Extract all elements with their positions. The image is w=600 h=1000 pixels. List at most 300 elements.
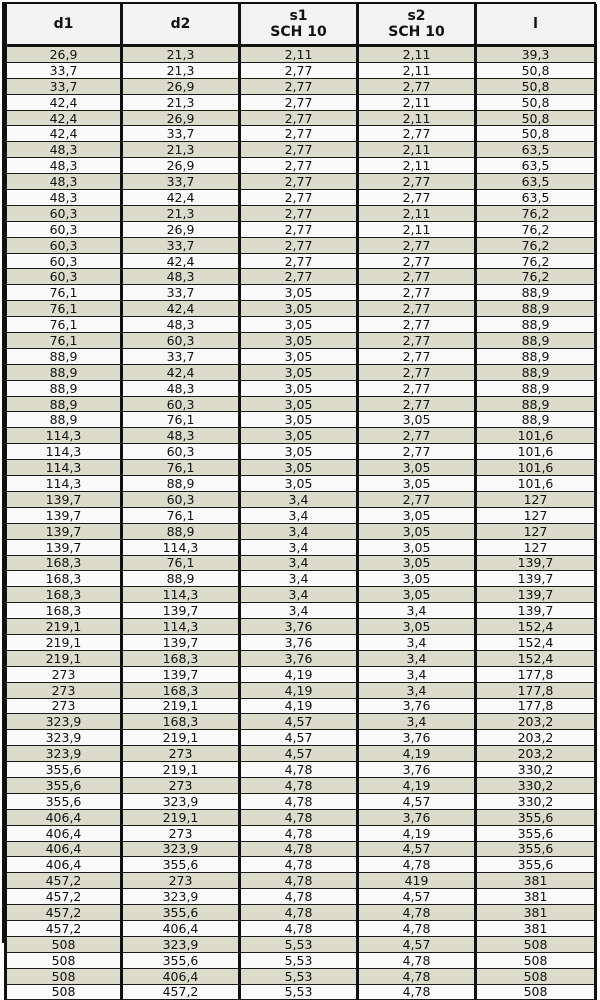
cell-s2: 2,77 [358,253,476,269]
cell-s2: 2,77 [358,333,476,349]
cell-l: 330,2 [476,762,596,778]
cell-l: 177,8 [476,682,596,698]
cell-s1: 2,11 [240,46,358,63]
cell-d2: 273 [122,825,240,841]
cell-d1: 219,1 [6,619,122,635]
cell-d2: 42,4 [122,190,240,206]
cell-s2: 2,11 [358,158,476,174]
cell-d2: 219,1 [122,809,240,825]
cell-d2: 76,1 [122,555,240,571]
table-row [6,682,596,698]
cell-d1: 48,3 [6,190,122,206]
cell-s2: 2,77 [358,380,476,396]
cell-d2: 21,3 [122,205,240,221]
table-row [6,190,596,206]
cell-l: 50,8 [476,78,596,94]
cell-l: 63,5 [476,142,596,158]
column-header-s2-schedule: SCH 10 [388,24,445,40]
cell-l: 203,2 [476,730,596,746]
cell-d1: 219,1 [6,634,122,650]
cell-d2: 21,3 [122,62,240,78]
cell-d2: 60,3 [122,444,240,460]
cell-s2: 3,05 [358,460,476,476]
table-row [6,237,596,253]
cell-d2: 48,3 [122,428,240,444]
cell-s2: 2,77 [358,174,476,190]
cell-s2: 2,11 [358,94,476,110]
cell-d1: 76,1 [6,333,122,349]
cell-s2: 4,78 [358,984,476,1000]
cell-d2: 323,9 [122,841,240,857]
cell-d2: 48,3 [122,380,240,396]
cell-s1: 3,05 [240,396,358,412]
table-row [6,412,596,428]
column-header-s1 [240,4,358,46]
table-body [6,46,596,1000]
cell-d1: 323,9 [6,730,122,746]
cell-d2: 88,9 [122,476,240,492]
cell-d2: 33,7 [122,285,240,301]
cell-d1: 33,7 [6,62,122,78]
cell-l: 330,2 [476,793,596,809]
cell-s2: 4,57 [358,936,476,952]
cell-l: 330,2 [476,777,596,793]
table-row [6,666,596,682]
cell-l: 50,8 [476,62,596,78]
cell-l: 50,8 [476,94,596,110]
cell-l: 63,5 [476,174,596,190]
cell-d1: 88,9 [6,396,122,412]
cell-s1: 3,4 [240,555,358,571]
cell-s2: 2,77 [358,364,476,380]
cell-s2: 2,77 [358,78,476,94]
cell-d2: 355,6 [122,952,240,968]
cell-s2: 4,57 [358,841,476,857]
cell-l: 508 [476,952,596,968]
cell-l: 88,9 [476,285,596,301]
cell-s2: 2,77 [358,190,476,206]
cell-s2: 2,77 [358,396,476,412]
cell-s2: 2,11 [358,205,476,221]
table-row [6,809,596,825]
cell-d1: 60,3 [6,221,122,237]
cell-d1: 323,9 [6,746,122,762]
cell-d2: 33,7 [122,237,240,253]
table-row [6,253,596,269]
cell-l: 177,8 [476,666,596,682]
cell-d1: 114,3 [6,476,122,492]
cell-d1: 168,3 [6,555,122,571]
table-row [6,857,596,873]
cell-d2: 139,7 [122,634,240,650]
cell-d1: 457,2 [6,920,122,936]
cell-s2: 3,05 [358,571,476,587]
table-row [6,110,596,126]
cell-s2: 2,77 [358,126,476,142]
cell-d1: 42,4 [6,110,122,126]
cell-d2: 168,3 [122,714,240,730]
cell-d1: 273 [6,682,122,698]
table-row [6,952,596,968]
cell-d1: 168,3 [6,603,122,619]
cell-s1: 2,77 [240,174,358,190]
cell-s2: 4,78 [358,968,476,984]
cell-l: 508 [476,984,596,1000]
cell-l: 101,6 [476,476,596,492]
table-row [6,491,596,507]
cell-s1: 3,05 [240,348,358,364]
table-row [6,269,596,285]
column-header-s2-label: s2 [407,8,426,24]
cell-d1: 42,4 [6,94,122,110]
cell-l: 355,6 [476,841,596,857]
cell-d1: 219,1 [6,650,122,666]
cell-s2: 4,19 [358,777,476,793]
cell-s2: 3,05 [358,507,476,523]
cell-s2: 3,76 [358,809,476,825]
cell-s1: 3,4 [240,571,358,587]
table-row [6,428,596,444]
table-row [6,539,596,555]
cell-d1: 355,6 [6,777,122,793]
cell-s1: 2,77 [240,190,358,206]
cell-l: 88,9 [476,380,596,396]
table-row [6,873,596,889]
cell-l: 152,4 [476,619,596,635]
cell-d1: 76,1 [6,285,122,301]
cell-s1: 3,05 [240,428,358,444]
cell-d2: 219,1 [122,698,240,714]
cell-d2: 457,2 [122,984,240,1000]
cell-d2: 219,1 [122,730,240,746]
cell-s1: 4,19 [240,698,358,714]
cell-d2: 42,4 [122,364,240,380]
cell-s2: 4,57 [358,889,476,905]
cell-s2: 2,11 [358,221,476,237]
table-row [6,968,596,984]
cell-s2: 3,4 [358,603,476,619]
cell-d2: 323,9 [122,889,240,905]
cell-d2: 114,3 [122,539,240,555]
column-header-d2 [122,4,240,46]
cell-d2: 60,3 [122,491,240,507]
cell-s2: 2,77 [358,237,476,253]
cell-s1: 4,78 [240,857,358,873]
cell-l: 355,6 [476,857,596,873]
cell-s1: 2,77 [240,158,358,174]
cell-l: 152,4 [476,634,596,650]
cell-d2: 21,3 [122,142,240,158]
cell-s2: 3,76 [358,762,476,778]
cell-d1: 88,9 [6,380,122,396]
cell-d1: 48,3 [6,174,122,190]
table-row [6,571,596,587]
cell-s2: 4,19 [358,825,476,841]
cell-s1: 4,78 [240,889,358,905]
table-row [6,333,596,349]
table-row [6,555,596,571]
cell-l: 88,9 [476,348,596,364]
cell-s2: 3,05 [358,619,476,635]
cell-s1: 4,78 [240,777,358,793]
cell-d1: 114,3 [6,428,122,444]
table-row [6,94,596,110]
cell-d2: 48,3 [122,269,240,285]
cell-s2: 3,05 [358,476,476,492]
table-row [6,78,596,94]
cell-d1: 406,4 [6,841,122,857]
cell-d1: 114,3 [6,460,122,476]
cell-d2: 273 [122,873,240,889]
table-header [6,4,596,46]
cell-s1: 3,4 [240,523,358,539]
table-row [6,905,596,921]
cell-d2: 88,9 [122,571,240,587]
table-row [6,476,596,492]
cell-s1: 2,77 [240,205,358,221]
cell-d2: 273 [122,746,240,762]
cell-l: 63,5 [476,158,596,174]
cell-d1: 273 [6,698,122,714]
cell-s1: 3,76 [240,634,358,650]
cell-l: 127 [476,491,596,507]
table-row [6,507,596,523]
cell-d1: 323,9 [6,714,122,730]
cell-s1: 3,05 [240,317,358,333]
cell-s1: 4,78 [240,825,358,841]
cell-d2: 273 [122,777,240,793]
table-row [6,221,596,237]
cell-l: 139,7 [476,571,596,587]
cell-d1: 88,9 [6,364,122,380]
cell-d1: 508 [6,936,122,952]
cell-d2: 76,1 [122,412,240,428]
table-row [6,825,596,841]
cell-l: 88,9 [476,364,596,380]
cell-d1: 88,9 [6,348,122,364]
cell-s2: 3,76 [358,698,476,714]
cell-d2: 26,9 [122,158,240,174]
cell-l: 63,5 [476,190,596,206]
cell-s1: 3,4 [240,603,358,619]
cell-s2: 2,11 [358,62,476,78]
column-header-d1 [6,4,122,46]
cell-d1: 406,4 [6,809,122,825]
cell-d2: 42,4 [122,253,240,269]
cell-s1: 3,4 [240,507,358,523]
cell-d1: 406,4 [6,825,122,841]
cell-d2: 355,6 [122,857,240,873]
cell-d1: 114,3 [6,444,122,460]
cell-s2: 3,76 [358,730,476,746]
cell-s1: 4,57 [240,714,358,730]
cell-l: 101,6 [476,460,596,476]
cell-d1: 60,3 [6,237,122,253]
table-row [6,793,596,809]
cell-d2: 26,9 [122,78,240,94]
table-row [6,460,596,476]
table-row [6,619,596,635]
cell-s2: 3,4 [358,682,476,698]
cell-d2: 76,1 [122,460,240,476]
cell-s1: 3,05 [240,412,358,428]
cell-l: 177,8 [476,698,596,714]
table-row [6,158,596,174]
cell-s1: 3,05 [240,460,358,476]
table-row [6,348,596,364]
column-header-d1-label: d1 [53,16,74,32]
cell-s1: 4,78 [240,762,358,778]
cell-s1: 3,4 [240,491,358,507]
cell-s1: 3,76 [240,619,358,635]
cell-d2: 139,7 [122,603,240,619]
cell-l: 139,7 [476,603,596,619]
cell-l: 101,6 [476,444,596,460]
table-row [6,762,596,778]
cell-d1: 355,6 [6,793,122,809]
cell-s2: 2,77 [358,301,476,317]
cell-d2: 21,3 [122,46,240,63]
cell-s1: 2,77 [240,94,358,110]
cell-s2: 4,78 [358,905,476,921]
cell-d2: 26,9 [122,221,240,237]
table-row [6,142,596,158]
cell-d2: 406,4 [122,968,240,984]
cell-s2: 2,11 [358,142,476,158]
cell-l: 50,8 [476,110,596,126]
cell-d2: 114,3 [122,587,240,603]
cell-l: 508 [476,936,596,952]
cell-s2: 3,05 [358,412,476,428]
cell-s1: 4,19 [240,666,358,682]
cell-s2: 2,77 [358,491,476,507]
cell-d2: 60,3 [122,333,240,349]
cell-d2: 88,9 [122,523,240,539]
cell-d1: 26,9 [6,46,122,63]
table-row [6,317,596,333]
cell-s2: 2,77 [358,269,476,285]
cell-l: 381 [476,920,596,936]
cell-s2: 4,78 [358,920,476,936]
cell-l: 76,2 [476,269,596,285]
cell-s1: 4,78 [240,905,358,921]
cell-s2: 3,4 [358,666,476,682]
cell-l: 88,9 [476,333,596,349]
table-row [6,920,596,936]
cell-d2: 406,4 [122,920,240,936]
cell-s2: 2,77 [358,444,476,460]
cell-s1: 5,53 [240,952,358,968]
table-row [6,62,596,78]
cell-s2: 2,77 [358,285,476,301]
cell-l: 50,8 [476,126,596,142]
cell-s1: 2,77 [240,126,358,142]
table-row [6,730,596,746]
cell-s1: 4,78 [240,920,358,936]
table-row [6,746,596,762]
cell-s1: 4,57 [240,730,358,746]
cell-s1: 3,76 [240,650,358,666]
cell-s2: 2,11 [358,110,476,126]
cell-s1: 3,4 [240,539,358,555]
cell-l: 76,2 [476,253,596,269]
table-row [6,205,596,221]
cell-l: 76,2 [476,221,596,237]
cell-l: 355,6 [476,825,596,841]
cell-s2: 3,05 [358,587,476,603]
cell-l: 39,3 [476,46,596,63]
cell-d2: 355,6 [122,905,240,921]
cell-d1: 139,7 [6,507,122,523]
table-row [6,380,596,396]
cell-s2: 3,4 [358,714,476,730]
table-row [6,364,596,380]
table-row [6,650,596,666]
cell-d2: 33,7 [122,348,240,364]
cell-d1: 60,3 [6,253,122,269]
table-row [6,634,596,650]
cell-d2: 21,3 [122,94,240,110]
cell-s1: 4,19 [240,682,358,698]
cell-d2: 219,1 [122,762,240,778]
cell-d2: 323,9 [122,793,240,809]
cell-d1: 508 [6,968,122,984]
cell-s2: 2,77 [358,428,476,444]
cell-d1: 48,3 [6,158,122,174]
cell-s2: 419 [358,873,476,889]
table-row [6,777,596,793]
cell-d2: 48,3 [122,317,240,333]
cell-s1: 4,78 [240,809,358,825]
cell-s2: 3,05 [358,539,476,555]
cell-s1: 2,77 [240,253,358,269]
table-row [6,984,596,1000]
cell-d1: 60,3 [6,205,122,221]
cell-l: 127 [476,507,596,523]
cell-s1: 2,77 [240,78,358,94]
cell-d2: 60,3 [122,396,240,412]
cell-l: 203,2 [476,746,596,762]
cell-s2: 4,78 [358,952,476,968]
cell-l: 139,7 [476,587,596,603]
cell-d1: 457,2 [6,873,122,889]
column-header-d2-label: d2 [170,16,191,32]
cell-s2: 4,19 [358,746,476,762]
table-row [6,523,596,539]
column-header-l [476,4,596,46]
cell-d2: 42,4 [122,301,240,317]
table-row [6,396,596,412]
cell-d1: 273 [6,666,122,682]
cell-d2: 33,7 [122,174,240,190]
cell-s1: 2,77 [240,62,358,78]
cell-d2: 76,1 [122,507,240,523]
cell-s2: 2,77 [358,317,476,333]
cell-l: 152,4 [476,650,596,666]
cell-d1: 60,3 [6,269,122,285]
cell-l: 101,6 [476,428,596,444]
table-row [6,301,596,317]
cell-s1: 5,53 [240,984,358,1000]
cell-d2: 168,3 [122,650,240,666]
cell-l: 88,9 [476,301,596,317]
cell-s1: 3,05 [240,301,358,317]
cell-d2: 323,9 [122,936,240,952]
column-header-l-label: l [533,16,538,32]
cell-s1: 5,53 [240,968,358,984]
cell-l: 76,2 [476,237,596,253]
cell-l: 127 [476,523,596,539]
